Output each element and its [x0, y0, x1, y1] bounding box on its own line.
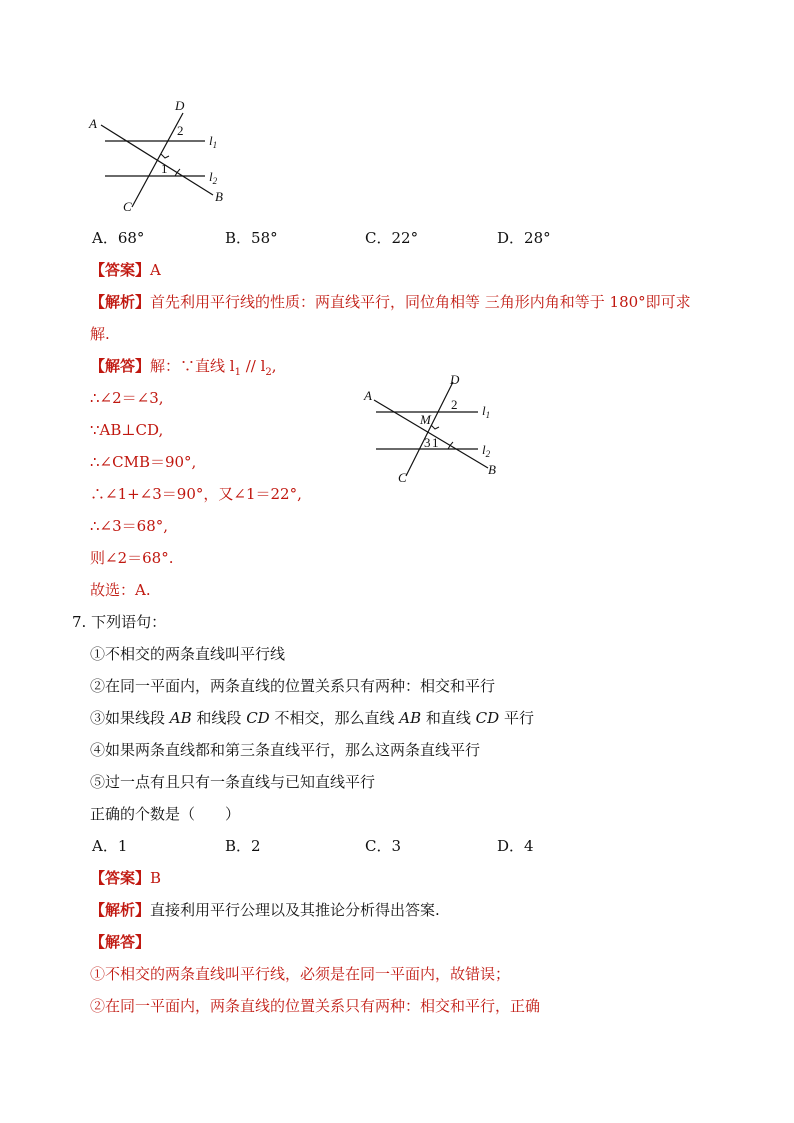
q7-analysis: 【解析】直接利用平行公理以及其推论分析得出答案.: [90, 901, 440, 919]
label-a: A: [364, 388, 372, 403]
q7-statement-3: ③如果线段 AB 和线段 CD 不相交，那么直线 AB 和直线 CD 平行: [90, 709, 534, 727]
label-angle-2: 2: [177, 123, 184, 138]
figure-parallel-lines-2: [360, 370, 520, 490]
angle-1-arc: [448, 442, 453, 449]
figure-parallel-lines-1: [85, 95, 245, 220]
label-c: C: [123, 199, 132, 214]
q6-step-4: ∴∠1+∠3＝90°，又∠1＝22°,: [90, 485, 302, 503]
q6-step-7: 故选：A.: [90, 581, 151, 599]
label-angle-3: 3: [424, 435, 431, 450]
label-d: D: [175, 98, 185, 113]
line-cd: [132, 113, 183, 207]
line-cd: [406, 382, 453, 476]
q7-solution-1: ①不相交的两条直线叫平行线，必须是在同一平面内，故错误；: [90, 965, 511, 983]
q7-option-b: B．2: [225, 837, 261, 855]
right-angle-mark: [161, 154, 169, 158]
q7-statement-1: ①不相交的两条直线叫平行线: [90, 645, 286, 663]
label-angle-2: 2: [451, 397, 458, 412]
label-m: M: [420, 412, 431, 427]
q7-statement-4: ④如果两条直线都和第三条直线平行，那么这两条直线平行: [90, 741, 481, 759]
label-l1: $l_1$: [209, 133, 218, 150]
q6-analysis-cont: 解.: [90, 325, 110, 343]
label-b: B: [488, 462, 496, 477]
q6-solution-intro: 【解答】解：∵直线 $l_1 // l_2$,: [90, 357, 277, 378]
angle-1-arc: [175, 169, 180, 176]
label-l2: $l_2$: [209, 169, 218, 186]
q6-step-5: ∴∠3＝68°,: [90, 517, 169, 535]
q7-option-d: D．4: [497, 837, 534, 855]
right-angle-mark: [431, 425, 439, 429]
q7-question: 正确的个数是（ ）: [90, 805, 241, 823]
q7-statement-5: ⑤过一点有且只有一条直线与已知直线平行: [90, 773, 376, 791]
q6-option-c: C．22°: [365, 229, 419, 247]
q7-stem: 7. 下列语句：: [72, 613, 167, 631]
q6-step-1: ∴∠2＝∠3,: [90, 389, 164, 407]
q6-option-b: B．58°: [225, 229, 278, 247]
q7-statement-2: ②在同一平面内，两条直线的位置关系只有两种：相交和平行: [90, 677, 496, 695]
q6-option-d: D．28°: [497, 229, 551, 247]
q7-option-a: A．1: [92, 837, 128, 855]
q6-step-2: ∵AB⊥CD,: [90, 421, 164, 439]
label-l2: $l_2$: [482, 442, 491, 459]
label-a: A: [89, 116, 97, 131]
q7-answer: 【答案】B: [90, 869, 162, 887]
q6-answer: 【答案】A: [90, 261, 161, 279]
line-ab: [374, 400, 491, 468]
q6-step-3: ∴∠CMB＝90°,: [90, 453, 197, 471]
q6-analysis: 【解析】首先利用平行线的性质：两直线平行，同位角相等 三角形内角和等于 180°即可求: [90, 293, 691, 311]
q7-solution-2: ②在同一平面内，两条直线的位置关系只有两种：相交和平行，正确: [90, 997, 541, 1015]
label-b: B: [215, 189, 223, 204]
q6-step-6: 则∠2＝68°.: [90, 549, 174, 567]
q7-option-c: C．3: [365, 837, 402, 855]
label-d: D: [450, 372, 460, 387]
q6-option-a: A．68°: [92, 229, 145, 247]
q7-solution-tag: 【解答】: [90, 933, 151, 951]
label-l1: $l_1$: [482, 403, 491, 420]
label-angle-1: 1: [161, 161, 168, 176]
label-c: C: [398, 470, 407, 485]
label-angle-1: 1: [432, 435, 439, 450]
